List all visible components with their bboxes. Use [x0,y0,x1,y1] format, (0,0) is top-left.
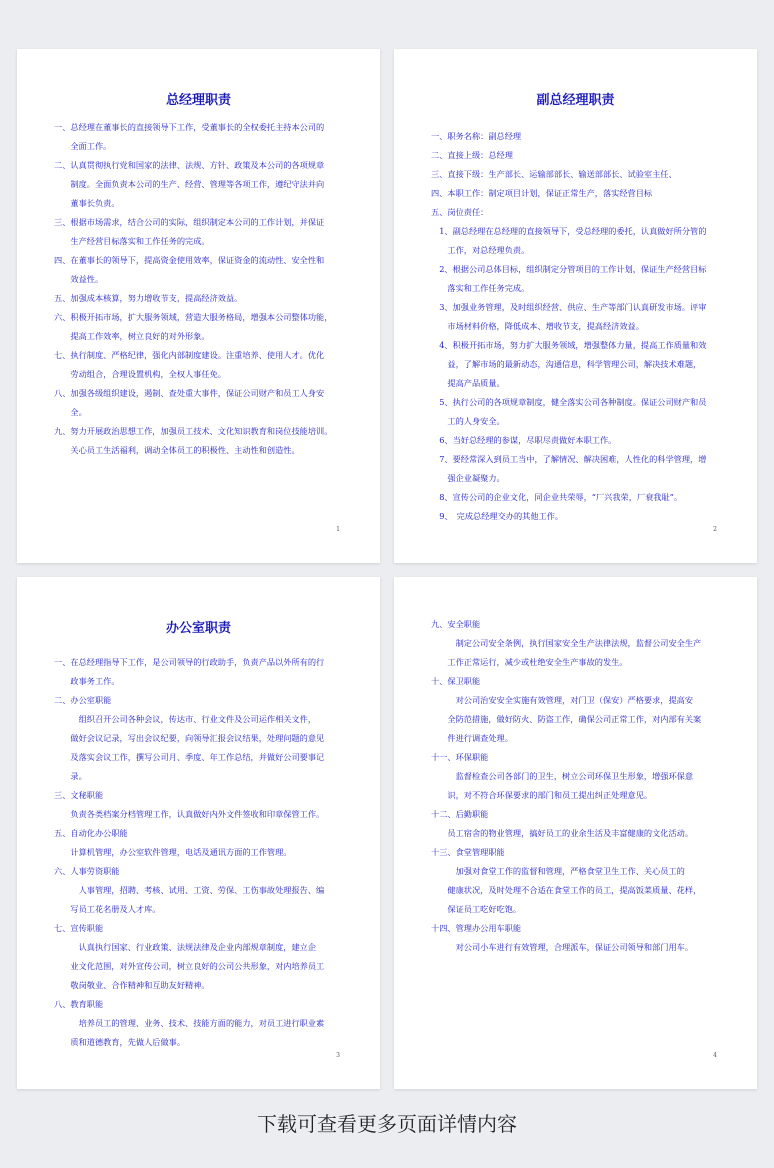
document-page-3 [17,577,380,1089]
text-line: 健康状况，及时处理不合适在食堂工作的员工，提高饭菜质量、花样， [431,885,702,895]
text-line: 六、积极开拓市场，扩大服务领域，营造大服务格局，增强本公司整体功能， [54,312,333,322]
text-line: 五、岗位责任： [431,207,489,217]
text-line: 全。 [54,407,87,417]
text-line: 工的人身安全。 [431,416,505,426]
text-line: 十一、环保职能 [431,752,489,762]
text-line: 生产经营目标落实和工作任务的完成。 [54,236,210,246]
text-line: 1、副总经理在总经理的直接领导下，受总经理的委托，认真做好所分管的 [431,226,707,236]
text-line: 五、自动化办公职能 [54,828,128,838]
text-line: 关心员工生活福利，调动全体员工的积极性、主动性和创造性。 [54,445,300,455]
page-number: 1 [336,526,340,533]
text-line: 七、执行制度、严格纪律，强化内部制度建设。注重培养、使用人才。优化 [54,350,325,360]
text-line: 录。 [54,771,87,781]
text-line: 做好会议记录，写出会议纪要，向领导汇报会议结果，处理问题的意见 [54,733,325,743]
text-line: 六、人事劳资职能 [54,866,120,876]
text-line: 员工宿舍的物业管理，搞好员工的业余生活及丰富健康的文化活动。 [431,828,694,838]
page-title: 办公室职责 [165,621,231,636]
text-line: 十二、后勤职能 [431,809,489,819]
download-more-footer[interactable]: 下载可查看更多页面详情内容 [257,1112,517,1136]
text-line: 9、 完成总经理交办的其他工作。 [431,511,564,521]
text-line: 对公司小车进行有效管理，合理派车，保证公司领导和部门用车。 [431,942,694,952]
text-line: 五、加强成本核算，努力增收节支，提高经济效益。 [54,293,243,303]
text-line: 八、加强各级组织建设，遏制、查处重大事件，保证公司财产和员工人身安 [54,388,325,398]
text-line: 三、直接下级：生产部长、运输部部长、输送部部长、试验室主任、 [431,169,677,179]
text-line: 写员工花名册及人才库。 [54,904,161,914]
text-line: 一、总经理在董事长的直接领导下工作，受董事长的全权委托主持本公司的 [54,122,325,132]
text-line: 保证员工吃好吃饱。 [431,904,522,914]
text-line: 敬岗敬业、合作精神和互助友好精神。 [54,980,210,990]
document-page-2 [394,49,757,563]
page-body [54,118,348,460]
text-line: 业文化范围，对外宣传公司，树立良好的公司公共形象，对内培养员工 [54,961,325,971]
text-line: 提高工作效率，树立良好的对外形象。 [54,331,210,341]
text-line: 效益性。 [54,274,104,284]
text-line: 政事务工作。 [54,676,120,686]
page-title: 副总经理职责 [536,93,615,108]
text-line: 制定公司安全条例，执行国家安全生产法律法规，监督公司安全生产 [431,638,702,648]
text-line: 八、教育职能 [54,999,104,1009]
text-line: 加强对食堂工作的监督和管理，严格食堂卫生工作、关心员工的 [431,866,685,876]
text-line: 对公司治安安全实施有效管理，对门卫（保安）严格要求，提高安 [431,695,694,705]
text-line: 全防范措施，做好防火、防盗工作，确保公司正常工作，对内部有关案 [431,714,702,724]
text-line: 四、本职工作：制定项目计划，保证正常生产，落实经营目标 [431,188,653,198]
text-line: 认真执行国家、行业政策、法规法律及企业内部规章制度，建立企 [54,942,317,952]
text-line: 提高产品质量。 [431,378,505,388]
page-number: 4 [713,1052,717,1059]
text-line: 十四、管理办公用车职能 [431,923,522,933]
text-line: 工作，对总经理负责。 [431,245,530,255]
text-line: 全面工作。 [54,141,112,151]
text-line: 一、职务名称：副总经理 [431,131,522,141]
text-line: 7、要经常深入到员工当中，了解情况、解决困难，人性化的科学管理，增 [431,454,707,464]
text-line: 十、保卫职能 [431,676,481,686]
page-body [431,127,725,526]
text-line: 九、安全职能 [431,619,481,629]
text-line: 强企业凝聚力。 [431,473,505,483]
text-line: 董事长负责。 [54,198,120,208]
text-line: 2、根据公司总体目标，组织制定分管项目的工作计划，保证生产经营目标 [431,264,707,274]
page-body [431,615,725,957]
text-line: 制度。全面负责本公司的生产、经营、管理等各项工作，遵纪守法并向 [54,179,325,189]
document-page-1 [17,49,380,563]
document-page-4 [394,577,757,1089]
page-number: 3 [336,1052,340,1059]
text-line: 七、宣传职能 [54,923,104,933]
page-number: 2 [713,526,717,533]
page-body [54,653,348,1052]
text-line: 工作正常运行，减少或杜绝安全生产事故的发生。 [431,657,628,667]
text-line: 二、认真贯彻执行党和国家的法律、法规、方针、政策及本公司的各项规章 [54,160,325,170]
text-line: 十三、食堂管理职能 [431,847,505,857]
text-line: 负责各类档案分档管理工作，认真做好内外文件签收和印章保管工作。 [54,809,325,819]
text-line: 九、努力开展政治思想工作，加强员工技术、文化知识教育和岗位技能培训。 [54,426,333,436]
text-line: 市场材料价格，降低成本、增收节支，提高经济效益。 [431,321,644,331]
text-line: 落实和工作任务完成。 [431,283,530,293]
text-line: 8、宣传公司的企业文化，同企业共荣辱，“厂兴我荣，厂衰我耻”。 [431,492,683,502]
text-line: 二、办公室职能 [54,695,112,705]
text-line: 计算机管理，办公室软件管理，电话及通讯方面的工作管理。 [54,847,292,857]
text-line: 三、文秘职能 [54,790,104,800]
text-line: 人事管理，招聘、考核、试用、工资、劳保、工伤事故处理报告、编 [54,885,325,895]
text-line: 二、直接上级：总经理 [431,150,513,160]
text-line: 3、加强业务管理，及时组织经营、供应、生产等部门认真研发市场。评审 [431,302,707,312]
text-line: 件进行调查处理。 [431,733,513,743]
text-line: 识，对不符合环保要求的部门和员工提出纠正处理意见。 [431,790,653,800]
text-line: 及落实会议工作，撰写公司月、季度、年工作总结，并做好公司要事记 [54,752,325,762]
text-line: 培养员工的管理、业务、技术、技能方面的能力，对员工进行职业素 [54,1018,325,1028]
text-line: 三、根据市场需求，结合公司的实际，组织制定本公司的工作计划，并保证 [54,217,325,227]
text-line: 四、在董事长的领导下，提高资金使用效率，保证资金的流动性、安全性和 [54,255,325,265]
text-line: 组织召开公司各种会议，传达市、行业文件及公司运作相关文件， [54,714,317,724]
text-line: 质和道德教育，先做人后做事。 [54,1037,186,1047]
text-line: 监督检查公司各部门的卫生，树立公司环保卫生形象，增强环保意 [431,771,694,781]
page-title: 总经理职责 [165,93,231,108]
text-line: 5、执行公司的各项规章制度，健全落实公司各种制度。保证公司财产和员 [431,397,707,407]
text-line: 益，了解市场的最新动态，沟通信息，科学管理公司，解决技术难题， [431,359,702,369]
text-line: 4、积极开拓市场，努力扩大服务领域，增强整体力量，提高工作质量和效 [431,340,707,350]
text-line: 一、在总经理指导下工作，是公司领导的行政助手，负责产品以外所有的行 [54,657,325,667]
text-line: 劳动组合，合理设置机构，全权人事任免。 [54,369,226,379]
text-line: 6、当好总经理的参谋，尽职尽责做好本职工作。 [431,435,617,445]
